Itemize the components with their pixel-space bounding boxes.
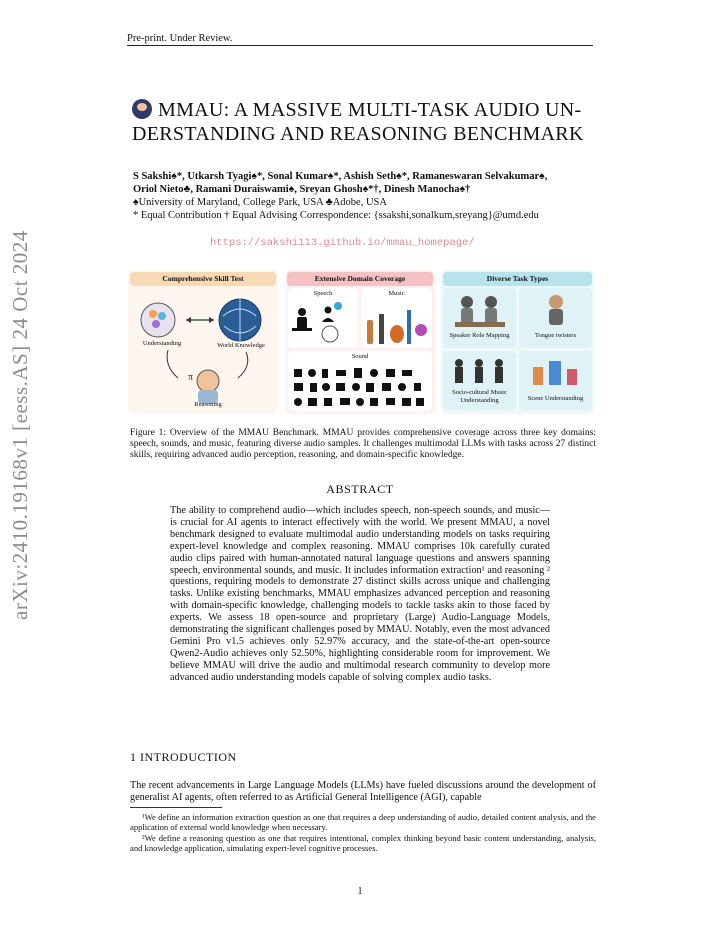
scene-box [519, 351, 592, 411]
footnote-2: ²We define a reasoning question as one that requires intentional, complex thinking beyond basic content understanding, analysis, and knowledge application, simulating expert-level cognitive processes. [130, 833, 596, 853]
label-scene-understanding: Scene Understanding [527, 395, 584, 402]
footnotes [130, 812, 596, 854]
affiliations: ♠University of Maryland, College Park, USA ♣Adobe, USA [133, 197, 387, 208]
figure-caption: Figure 1: Overview of the MMAU Benchmark. MMAU provides comprehensive coverage across three key domains: speech, sounds, and music, featuring diverse audio samples. It challenges multimodal LLMs with tasks across 27 distinct skills, requiring advanced audio perception, reasoning, and domain-specific knowledge. [130, 428, 596, 460]
abstract-heading: ABSTRACT [326, 482, 394, 496]
project-url-link[interactable]: https://sakshi113.github.io/mmau_homepage/ [210, 237, 475, 249]
authors-line-2: Oriol Nieto♣, Ramani Duraiswami♠, Sreyan Ghosh♠*†, Dinesh Manocha♠† [133, 184, 471, 195]
label-tongue-twisters: Tongue twisters [534, 332, 577, 339]
scene-icon [529, 355, 583, 389]
panel-task-types [441, 270, 594, 414]
abstract-body: The ability to comprehend audio—which includes speech, non-speech sounds, and music—is crucial for AI agents to interact effectively with the world. We present MMAU, a novel benchmark designed to evaluate multimodal audio understanding models on tasks requiring expert-level knowledge and complex reasoning. MMAU comprises 10k carefully curated audio clips paired with human-annotated natural language questions and answers spanning speech, environmental sounds, and music. It includes information extraction¹ and reasoning ² questions, requiring models to demonstrate 27 distinct skills across unique and challenging tasks. Unlike existing benchmarks, MMAU emphasizes advanced perception and reasoning with domain-specific knowledge, challenging models to tackle tasks akin to those faced by experts. We assess 18 open-source and proprietary (Large) Audio-Language Models, demonstrating the significant challenges posed by MMAU. Notably, even the most advanced Gemini Pro v1.5 achieves only 52.97% accuracy, and the state-of-the-art open-source Qwen2-Audio achieves only 52.50%, highlighting considerable room for improvement. We believe MMAU will drive the audio and multimodal research community to develop more advanced audio understanding models capable of solving complex audio tasks. [170, 505, 550, 683]
svg-text:π: π [188, 372, 194, 383]
mmau-logo-icon [132, 99, 152, 119]
head-icon [141, 303, 175, 337]
header-rule [127, 45, 593, 46]
label-speaker-role: Speaker Role Mapping [449, 332, 510, 339]
sound-box [288, 351, 432, 411]
label-music: Music [388, 290, 405, 297]
speech-box [288, 288, 358, 348]
speaker-role-icon [453, 292, 507, 330]
panel-title-domain: Extensive Domain Coverage [287, 272, 433, 286]
running-header: Pre-print. Under Review. [127, 33, 233, 44]
speaker-role-box [443, 288, 516, 348]
figure-1 [128, 270, 594, 414]
sound-icons [292, 365, 428, 409]
contribution-note: * Equal Contribution † Equal Advising Correspondence: {ssakshi,sonalkum,sreyang}@umd.edu [133, 210, 539, 221]
footnote-rule [130, 807, 222, 808]
band-icon [449, 355, 511, 387]
label-speech: Speech [313, 290, 333, 297]
title-line-2: DERSTANDING AND REASONING BENCHMARK [132, 123, 584, 145]
title-line-1: MMAU: A MASSIVE MULTI-TASK AUDIO UN- [158, 99, 582, 121]
intro-heading: 1 INTRODUCTION [130, 750, 237, 764]
panel-title-skill: Comprehensive Skill Test [130, 272, 276, 286]
authors-line-1: S Sakshi♠*, Utkarsh Tyagi♠*, Sonal Kumar♠*, Ashish Seth♠*, Ramaneswaran Selvakumar♠, [133, 171, 548, 182]
panel-skill-test [128, 270, 278, 414]
tongue-twister-icon [537, 292, 575, 330]
music-box [361, 288, 432, 348]
label-sound: Sound [351, 353, 369, 360]
label-world-knowledge: World Knowledge [217, 342, 265, 349]
label-socio-cultural: Socio-cultural Music Understanding [452, 389, 507, 404]
panel-title-tasks: Diverse Task Types [443, 272, 592, 286]
instrument-icons [361, 300, 432, 348]
paper-title [132, 98, 602, 146]
author-block [133, 170, 603, 222]
label-reasoning: Reasoning [194, 401, 222, 408]
speaker-icons [288, 300, 358, 348]
footnote-1: ¹We define an information extraction question as one that requires a deep understanding of audio, detailed content analysis, and the application of external world knowledge when necessary. [130, 812, 596, 832]
arxiv-stamp: arXiv:2410.19168v1 [eess.AS] 24 Oct 2024 [8, 230, 32, 620]
socio-cultural-box [443, 351, 516, 411]
person-icon [197, 370, 219, 392]
skill-diagram [128, 286, 278, 414]
intro-body: The recent advancements in Large Language Models (LLMs) have fueled discussions around the development of generalist AI agents, often referred to as Artificial General Intelligence (AGI), capable [130, 780, 596, 803]
label-understanding: Understanding [142, 340, 182, 347]
tongue-twister-box [519, 288, 592, 348]
page-number: 1 [357, 886, 363, 897]
panel-domain-coverage [285, 270, 435, 414]
